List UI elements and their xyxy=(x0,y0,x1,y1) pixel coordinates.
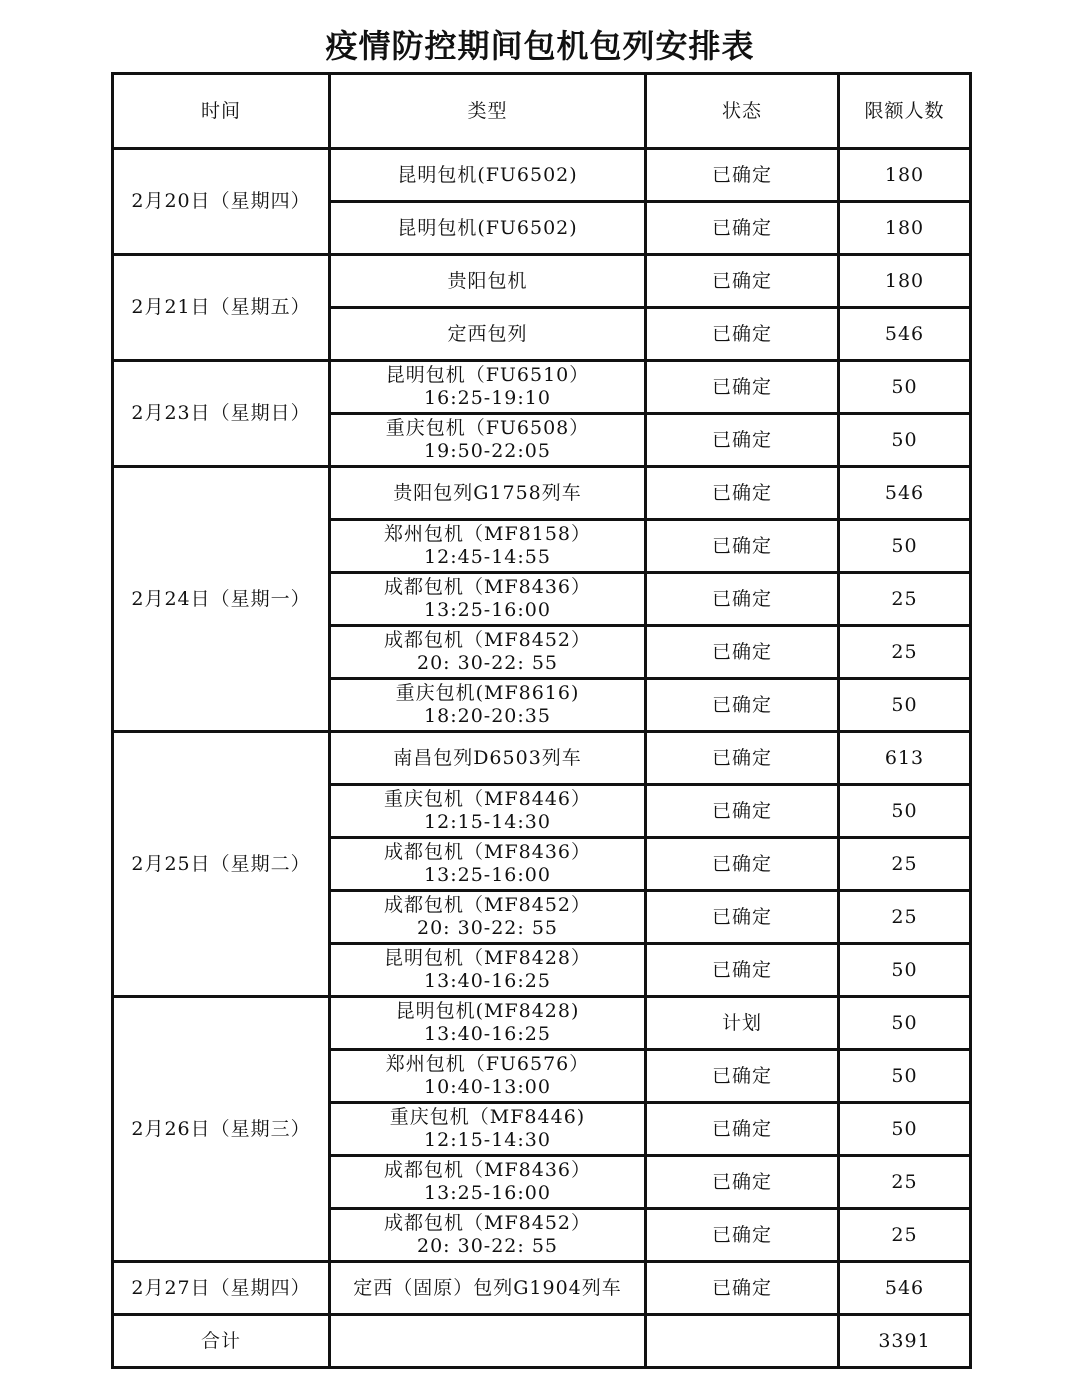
status-cell: 已确定 xyxy=(646,1262,839,1315)
status-cell: 已确定 xyxy=(646,149,839,202)
type-name: 成都包机（MF8436） xyxy=(384,841,591,863)
type-cell xyxy=(330,361,646,414)
date-cell: 2月25日（星期二） xyxy=(113,732,330,997)
date-cell: 2月23日（星期日） xyxy=(113,361,330,467)
quota-cell: 50 xyxy=(839,414,971,467)
table-header-row xyxy=(113,74,971,149)
status-cell: 已确定 xyxy=(646,467,839,520)
type-time: 13:40-16:25 xyxy=(424,970,551,992)
total-label: 合计 xyxy=(113,1315,330,1368)
status-cell: 已确定 xyxy=(646,785,839,838)
total-type xyxy=(330,1315,646,1368)
table-body xyxy=(113,149,971,1315)
type-cell xyxy=(330,520,646,573)
status-cell: 已确定 xyxy=(646,255,839,308)
quota-cell: 25 xyxy=(839,626,971,679)
type-time: 19:50-22:05 xyxy=(424,440,551,462)
quota-cell: 50 xyxy=(839,520,971,573)
quota-cell: 50 xyxy=(839,1103,971,1156)
quota-cell: 180 xyxy=(839,149,971,202)
status-cell: 已确定 xyxy=(646,573,839,626)
type-time: 20: 30-22: 55 xyxy=(416,917,558,939)
status-cell: 计划 xyxy=(646,997,839,1050)
status-cell: 已确定 xyxy=(646,414,839,467)
type-time: 20: 30-22: 55 xyxy=(416,652,558,674)
quota-cell: 25 xyxy=(839,1156,971,1209)
type-time: 13:25-16:00 xyxy=(424,1182,551,1204)
type-time: 13:25-16:00 xyxy=(424,864,551,886)
type-name: 昆明包机(FU6502) xyxy=(397,163,578,186)
type-cell xyxy=(330,732,646,785)
date-cell: 2月24日（星期一） xyxy=(113,467,330,732)
table-row xyxy=(113,149,971,202)
type-cell xyxy=(330,1209,646,1262)
status-cell: 已确定 xyxy=(646,202,839,255)
status-cell: 已确定 xyxy=(646,1156,839,1209)
type-name: 重庆包机（MF8446) xyxy=(389,1106,586,1128)
type-name: 昆明包机(FU6502) xyxy=(397,216,578,239)
type-name: 成都包机（MF8436） xyxy=(384,576,591,598)
type-cell xyxy=(330,891,646,944)
status-cell: 已确定 xyxy=(646,1050,839,1103)
table-row xyxy=(113,997,971,1050)
quota-cell: 50 xyxy=(839,997,971,1050)
type-cell xyxy=(330,838,646,891)
status-cell: 已确定 xyxy=(646,626,839,679)
quota-cell: 546 xyxy=(839,1262,971,1315)
status-cell: 已确定 xyxy=(646,944,839,997)
type-name: 贵阳包机 xyxy=(447,269,528,292)
type-cell xyxy=(330,626,646,679)
type-time: 18:20-20:35 xyxy=(424,705,551,727)
page-title: 疫情防控期间包机包列安排表 xyxy=(325,27,755,65)
type-cell xyxy=(330,679,646,732)
type-name: 郑州包机（FU6576） xyxy=(385,1053,590,1075)
date-cell: 2月21日（星期五） xyxy=(113,255,330,361)
type-name: 昆明包机（FU6510） xyxy=(385,364,590,386)
type-cell xyxy=(330,1262,646,1315)
type-name: 昆明包机(MF8428) xyxy=(395,1000,580,1022)
type-time: 12:15-14:30 xyxy=(424,1129,551,1151)
status-cell: 已确定 xyxy=(646,891,839,944)
header-type: 类型 xyxy=(330,74,646,149)
table-row xyxy=(113,1262,971,1315)
total-status xyxy=(646,1315,839,1368)
quota-cell: 180 xyxy=(839,255,971,308)
quota-cell: 180 xyxy=(839,202,971,255)
type-cell xyxy=(330,1103,646,1156)
type-time: 16:25-19:10 xyxy=(424,387,551,409)
type-cell xyxy=(330,1050,646,1103)
header-quota: 限额人数 xyxy=(839,74,971,149)
table-row xyxy=(113,255,971,308)
type-name: 重庆包机（MF8446） xyxy=(384,788,591,810)
quota-cell: 25 xyxy=(839,1209,971,1262)
table-row xyxy=(113,361,971,414)
type-name: 定西包列 xyxy=(447,322,528,345)
table-row xyxy=(113,467,971,520)
status-cell: 已确定 xyxy=(646,838,839,891)
type-name: 南昌包列D6503列车 xyxy=(393,746,582,769)
type-name: 成都包机（MF8452） xyxy=(384,629,591,651)
date-cell: 2月27日（星期四） xyxy=(113,1262,330,1315)
status-cell: 已确定 xyxy=(646,1103,839,1156)
quota-cell: 50 xyxy=(839,361,971,414)
status-cell: 已确定 xyxy=(646,732,839,785)
type-time: 12:15-14:30 xyxy=(424,811,551,833)
type-name: 成都包机（MF8452） xyxy=(384,1212,591,1234)
quota-cell: 50 xyxy=(839,1050,971,1103)
quota-cell: 25 xyxy=(839,891,971,944)
type-cell xyxy=(330,573,646,626)
total-row xyxy=(113,1315,971,1368)
type-cell xyxy=(330,255,646,308)
date-cell: 2月26日（星期三） xyxy=(113,997,330,1262)
type-cell xyxy=(330,149,646,202)
type-cell xyxy=(330,467,646,520)
type-name: 重庆包机（FU6508） xyxy=(385,417,590,439)
type-cell xyxy=(330,202,646,255)
type-name: 重庆包机(MF8616) xyxy=(395,682,580,704)
status-cell: 已确定 xyxy=(646,679,839,732)
total-quota: 3391 xyxy=(839,1315,971,1368)
type-time: 13:25-16:00 xyxy=(424,599,551,621)
type-time: 10:40-13:00 xyxy=(424,1076,551,1098)
type-cell xyxy=(330,414,646,467)
quota-cell: 25 xyxy=(839,573,971,626)
quota-cell: 50 xyxy=(839,679,971,732)
type-name: 定西（固原）包列G1904列车 xyxy=(353,1276,622,1299)
type-cell xyxy=(330,785,646,838)
date-cell: 2月20日（星期四） xyxy=(113,149,330,255)
status-cell: 已确定 xyxy=(646,520,839,573)
quota-cell: 25 xyxy=(839,838,971,891)
type-cell xyxy=(330,997,646,1050)
type-name: 成都包机（MF8452） xyxy=(384,894,591,916)
status-cell: 已确定 xyxy=(646,308,839,361)
quota-cell: 50 xyxy=(839,785,971,838)
type-time: 12:45-14:55 xyxy=(424,546,551,568)
quota-cell: 546 xyxy=(839,467,971,520)
type-name: 郑州包机（MF8158） xyxy=(384,523,591,545)
type-time: 13:40-16:25 xyxy=(424,1023,551,1045)
status-cell: 已确定 xyxy=(646,361,839,414)
schedule-table xyxy=(111,72,972,1369)
type-cell xyxy=(330,1156,646,1209)
quota-cell: 50 xyxy=(839,944,971,997)
header-status: 状态 xyxy=(646,74,839,149)
quota-cell: 613 xyxy=(839,732,971,785)
quota-cell: 546 xyxy=(839,308,971,361)
type-cell xyxy=(330,944,646,997)
type-name: 成都包机（MF8436） xyxy=(384,1159,591,1181)
type-name: 贵阳包列G1758列车 xyxy=(393,481,582,504)
status-cell: 已确定 xyxy=(646,1209,839,1262)
type-time: 20: 30-22: 55 xyxy=(416,1235,558,1257)
header-time: 时间 xyxy=(113,74,330,149)
type-name: 昆明包机（MF8428） xyxy=(384,947,591,969)
type-cell xyxy=(330,308,646,361)
table-row xyxy=(113,732,971,785)
